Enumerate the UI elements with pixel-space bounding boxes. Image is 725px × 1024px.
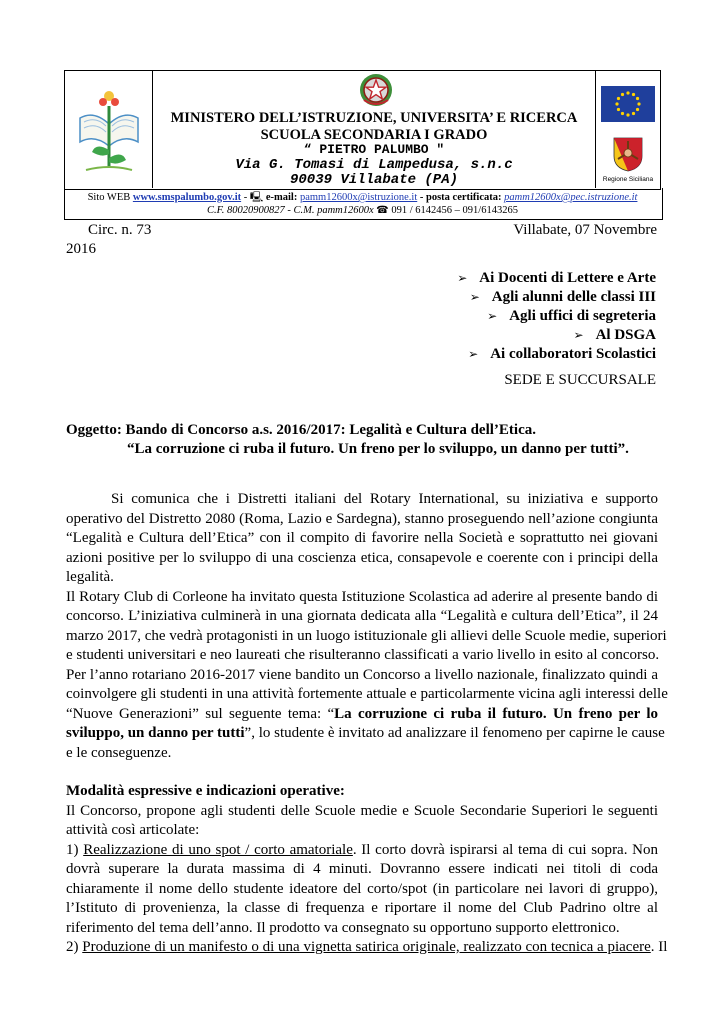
eu-star (621, 112, 624, 115)
eu-star (637, 102, 640, 105)
eu-star (626, 91, 629, 94)
eu-star (632, 112, 635, 115)
recipient-item: ➢ Al DSGA (573, 327, 656, 343)
paragraph-activities (66, 802, 668, 958)
eu-star (632, 93, 635, 96)
arrow-bullet-icon: ➢ (573, 328, 584, 342)
web-label: Sito WEB (87, 192, 133, 203)
circular-year: 2016 (66, 241, 96, 257)
eu-star (615, 102, 618, 105)
location-line: SEDE E SUCCURSALE (504, 372, 656, 388)
list-item-2: 2) Produzione di un manifesto o di una vignetta satirica originale, realizzato con tecnica a piacere. Il (66, 939, 668, 955)
contest-theme: sviluppo, un danno per tutti (66, 725, 245, 741)
list-item-1: 1) Realizzazione di uno spot / corto amatoriale. Il corto dovrà ispirarsi al tema di cui sopra. Non (66, 841, 658, 858)
eu-star (636, 108, 639, 111)
school-type: SCUOLA SECONDARIA I GRADO (260, 127, 488, 143)
recipient-item: ➢ Ai collaboratori Scolastici (468, 346, 656, 362)
eu-star (621, 93, 624, 96)
arrow-bullet-icon: ➢ (487, 309, 498, 323)
school-city: 90039 Villabate (PA) (289, 172, 459, 188)
separator: - (241, 192, 250, 203)
text-line: e studenti universitari e neo laureati che risulteranno classificati a vario livello in esito al concorso. (66, 647, 660, 663)
text-line: operativo del Distretto 2080 (Roma, Lazio e Sardegna), stanno proseguendo nell’azione congiunta (66, 510, 658, 527)
eu-star (617, 97, 620, 100)
text-line: Il Rotary Club di Corleone ha invitato questa Istituzione Scolastica ad aderire al presente bando di (66, 588, 658, 605)
recipient-item: ➢ Ai Docenti di Lettere e Arte (457, 270, 656, 286)
fiscal-codes: C.F. 80020900827 - C.M. pamm12600x (207, 205, 374, 216)
text-line: legalità. (66, 569, 114, 585)
circular-number: Circ. n. 73 (88, 222, 152, 238)
ministry-name: MINISTERO DELL’ISTRUZIONE, UNIVERSITA’ E RICERCA (170, 110, 578, 126)
paragraph-intro (66, 490, 658, 588)
school-logo (72, 80, 146, 176)
circular-date: Villabate, 07 Novembre (513, 222, 657, 238)
regione-siciliana-emblem-icon (612, 136, 644, 172)
text-line: Il Concorso, propone agli studenti delle Scuole medie e Scuole Secondarie Superiori le seguenti (66, 802, 658, 819)
school-name: “ PIETRO PALUMBO " (303, 142, 445, 157)
italian-republic-emblem-icon (358, 72, 394, 108)
phone-numbers: 091 / 6142456 – 091/6143265 (388, 205, 518, 216)
contacts-line-2 (64, 205, 661, 216)
school-address: Via G. Tomasi di Lampedusa, s.n.c (235, 157, 513, 173)
arrow-bullet-icon: ➢ (469, 290, 480, 304)
arrow-bullet-icon: ➢ (468, 347, 479, 361)
eu-flag-icon (601, 86, 655, 122)
arrow-bullet-icon: ➢ (457, 271, 468, 285)
text-line: concorso. L’iniziativa culminerà in una giornata dedicata alla “Legalità e cultura dell’Etica”, il 24 (66, 608, 658, 624)
pec-email-link[interactable]: pamm12600x@pec.istruzione.it (504, 192, 638, 203)
text-line: azioni positive per lo sviluppo di una coscienza etica, consapevole e coerente con i principi della (66, 549, 658, 566)
eu-star (617, 108, 620, 111)
text-line: marzo 2017, che vedrà protagonisti in un luogo istituzionale gli allievi delle Scuole medie, superiori (66, 627, 667, 644)
phone-icon: ☎ (376, 205, 389, 216)
text-line: attività così articolate: (66, 822, 200, 838)
text-line: coinvolgere gli studenti in una attività fortemente attuale e particolarmente vicina agli interessi delle (66, 686, 668, 702)
text-line: sviluppo, un danno per tutti”, lo studente è invitato ad analizzare il fenomeno per capirne le cause (66, 725, 665, 741)
section-title: Modalità espressive e indicazioni operative: (66, 783, 345, 799)
subject-motto: “La corruzione ci ruba il futuro. Un freno per lo sviluppo, un danno per tutti”. (127, 441, 629, 457)
eu-star (626, 113, 629, 116)
pec-label: - posta certificata: (417, 192, 505, 203)
text-line: Si comunica che i Distretti italiani del Rotary International, su iniziativa e supporto (111, 491, 658, 507)
paragraph-contest (66, 666, 668, 764)
text-line: dovrà superare la durata massima di 4 minuti. Dovranno essere indicati nei titoli di coda (66, 861, 658, 877)
text-line: “Nuove Generazioni” sul seguente tema: “La corruzione ci ruba il futuro. Un freno per lo (66, 705, 658, 722)
computer-icon: 🖳 (249, 192, 264, 203)
text-line: “Legalità e Cultura dell’Etica” con il compito di favorire nella Società e soprattutto nei giovani (66, 530, 658, 546)
subject-line: Oggetto: Bando di Concorso a.s. 2016/2017: Legalità e Cultura dell’Etica. (66, 422, 536, 438)
text-line: Per l’anno rotariano 2016-2017 viene bandito un Concorso a livello nazionale, finalizzato quindi a (66, 666, 658, 683)
recipient-item: ➢ Agli uffici di segreteria (487, 308, 656, 324)
text-line: e le conseguenze. (66, 744, 172, 761)
text-line: l’Istituto di provenienza, la classe di frequenza e riportare il nome del Club Padrino oltre al (66, 900, 658, 916)
text-line: chiaramente il nome dello studente ideatore del corto/spot (in particolare nei lavori di gruppo), (66, 880, 658, 897)
website-link[interactable]: www.smspalumbo.gov.it (132, 192, 242, 203)
region-caption: Regione Siciliana (602, 176, 654, 183)
paragraph-rotary-club (66, 588, 667, 666)
eu-star (636, 97, 639, 100)
contest-theme: La corruzione ci ruba il futuro. Un freno per lo (334, 705, 658, 722)
email-label: e-mail: (263, 192, 300, 203)
email-link[interactable]: pamm12600x@istruzione.it (299, 192, 418, 203)
recipient-item: ➢ Agli alunni delle classi III (469, 289, 656, 305)
text-line: riferimento del tema dell’anno. Il prodotto va consegnato su opportuno supporto elettronico. (66, 919, 620, 936)
